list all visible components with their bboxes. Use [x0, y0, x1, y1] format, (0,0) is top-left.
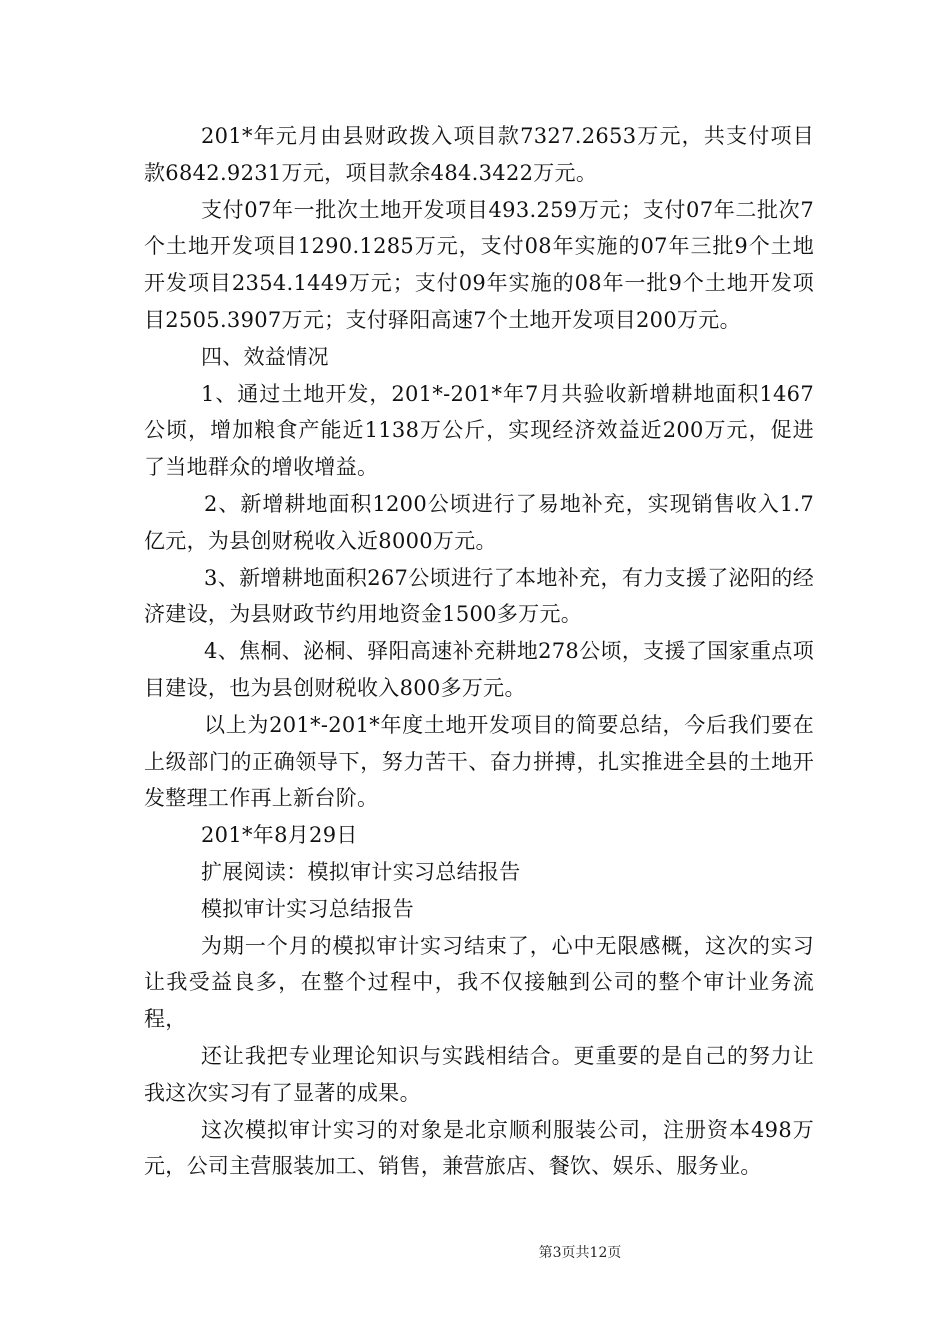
report-title: 模拟审计实习总结报告 — [201, 896, 414, 921]
document-date: 201*年8月29日 — [201, 823, 358, 848]
paragraph-benefit-4: 4、焦桐、泌桐、驿阳高速补充耕地278公顷，支援了国家重点项目建设，也为县创财税收入800多万元。 — [144, 639, 814, 700]
paragraph-funding: 201*年元月由县财政拨入项目款7327.2653万元，共支付项目款6842.9231万元，项目款余484.3422万元。 — [144, 124, 814, 185]
document-body — [144, 118, 814, 1185]
paragraph-summary: 以上为201*-201*年度土地开发项目的简要总结，今后我们要在上级部门的正确领导下，努力苦干、奋力拼搏，扎实推进全县的土地开发整理工作再上新台阶。 — [144, 712, 814, 811]
page-number-label: 第3页共12页 — [538, 1245, 622, 1261]
paragraph-benefit-3: 3、新增耕地面积267公顷进行了本地补充，有力支援了泌阳的经济建设，为县财政节约用地资金1500多万元。 — [144, 565, 814, 627]
paragraph-internship-intro: 为期一个月的模拟审计实习结束了，心中无限感概，这次的实习让我受益良多，在整个过程中，我不仅接触到公司的整个审计业务流程， — [144, 933, 814, 1032]
paragraph-benefit-2: 2、新增耕地面积1200公顷进行了易地补充，实现销售收入1.7亿元，为县创财税收入近8000万元。 — [144, 491, 814, 553]
section-heading-benefits: 四、效益情况 — [201, 344, 329, 369]
extended-reading-heading: 扩展阅读：模拟审计实习总结报告 — [201, 859, 521, 884]
page-footer — [0, 1242, 950, 1262]
paragraph-benefit-1: 1、通过土地开发，201*-201*年7月共验收新增耕地面积1467公顷，增加粮食产能近1138万公斤，实现经济效益近200万元，促进了当地群众的增收增益。 — [144, 381, 814, 480]
paragraph-payments: 支付07年一批次土地开发项目493.259万元；支付07年二批次7个土地开发项目1290.1285万元，支付08年实施的07年三批9个土地开发项目2354.1449万元；支付09年实施的08年一批9个土地开发项目2505.3907万元；支付驿阳高速7个土地开发项目200万元。 — [144, 197, 814, 332]
paragraph-internship-theory: 还让我把专业理论知识与实践相结合。更重要的是自己的努力让我这次实习有了显著的成果。 — [144, 1043, 814, 1105]
paragraph-internship-company: 这次模拟审计实习的对象是北京顺利服装公司，注册资本498万元，公司主营服装加工、销售，兼营旅店、餐饮、娱乐、服务业。 — [144, 1117, 814, 1179]
